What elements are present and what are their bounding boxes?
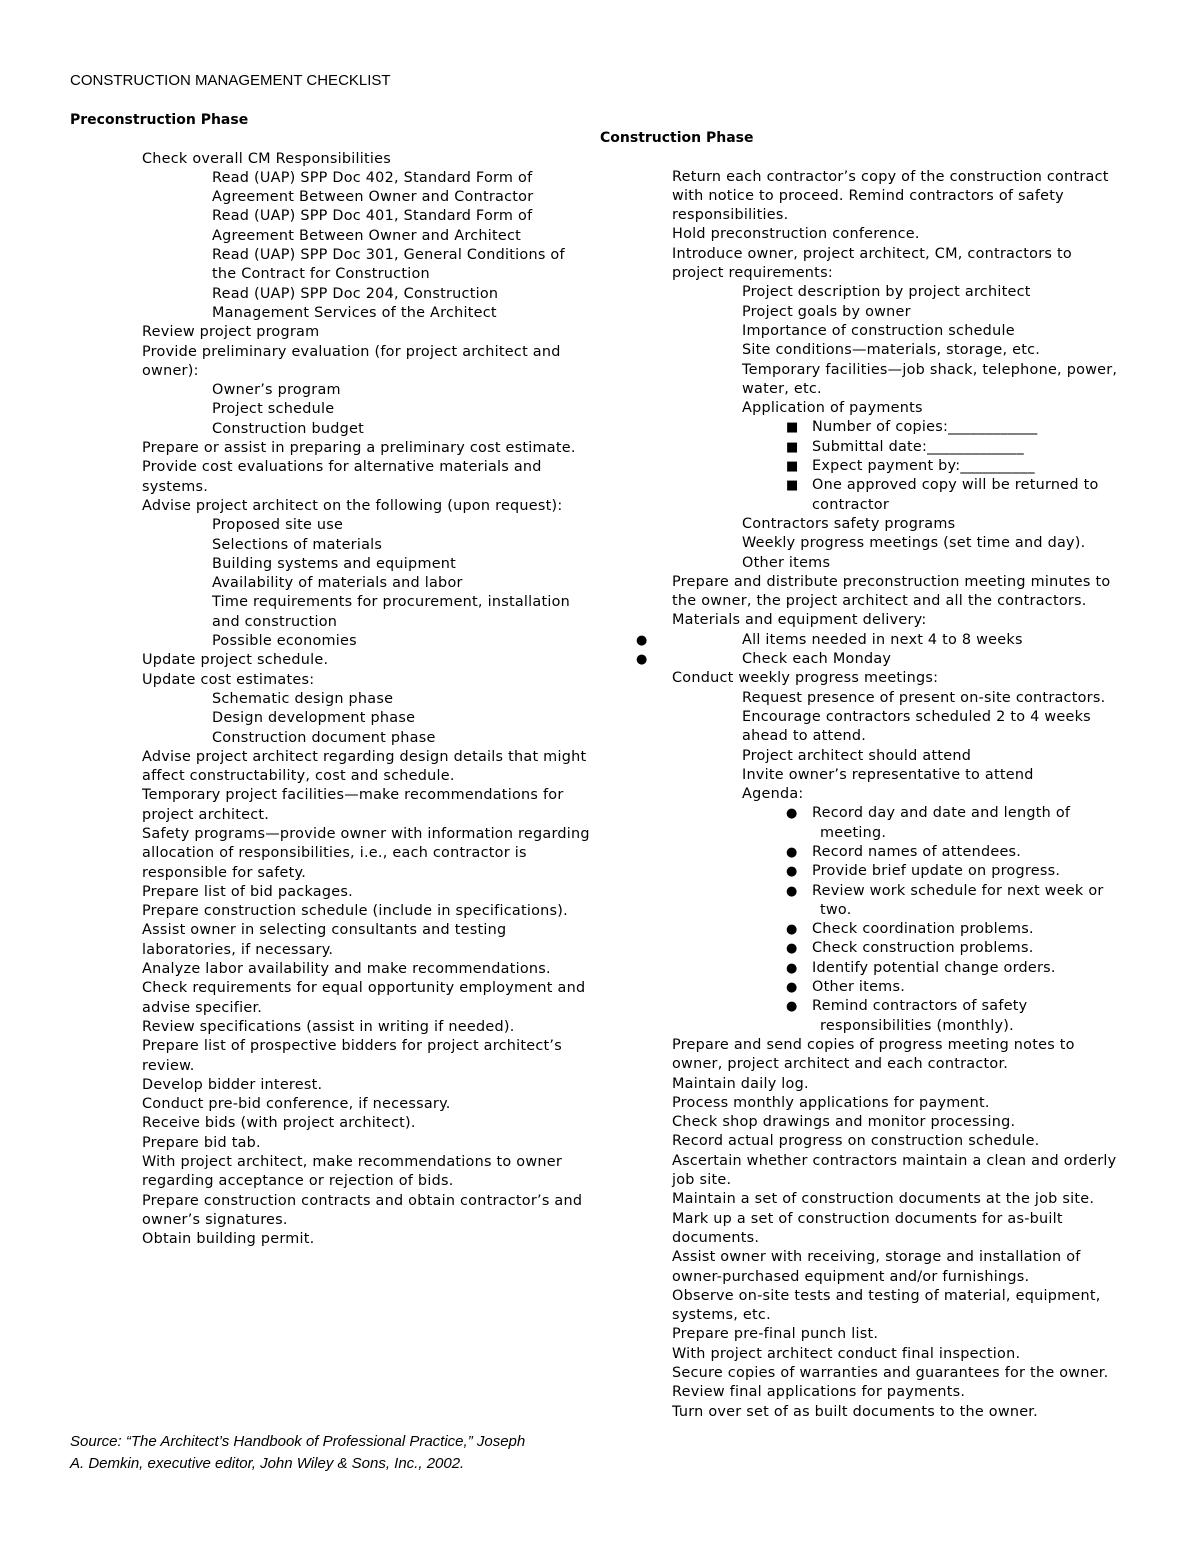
checklist-line (600, 1364, 1130, 1383)
checklist-line (70, 1192, 610, 1211)
checklist-line (600, 824, 1130, 843)
checklist-line-text: Check coordination problems. (812, 921, 1034, 938)
checklist-line-text: Prepare construction contracts and obtain contractor’s and (142, 1192, 583, 1209)
checklist-line (600, 1036, 1130, 1055)
checklist-line (600, 669, 1130, 688)
bullet-icon: ● (636, 652, 648, 668)
checklist-line (70, 343, 610, 362)
checklist-line (70, 362, 610, 381)
checklist-line-text: Request presence of present on-site contractors. (742, 689, 1106, 706)
checklist-line (600, 1171, 1130, 1190)
checklist-line (600, 187, 1130, 206)
checklist-line (70, 632, 610, 651)
checklist-line (600, 1287, 1130, 1306)
checklist-line (70, 864, 610, 883)
checklist-line-text: Update project schedule. (142, 652, 329, 669)
checklist-line (600, 1403, 1130, 1422)
checklist-line (600, 1094, 1130, 1113)
checklist-line (70, 1172, 610, 1191)
checklist-line (70, 960, 610, 979)
checklist-line (70, 400, 610, 419)
checklist-line (600, 939, 1130, 958)
checklist-line-text: Expect payment by:__________ (812, 458, 1035, 475)
bullet-icon: ● (786, 806, 798, 822)
checklist-line-text: Project schedule (212, 401, 335, 418)
checklist-line (70, 304, 610, 323)
checklist-line-text: responsibilities (monthly). (820, 1017, 1014, 1034)
checklist-line (70, 1037, 610, 1056)
checklist-line-text: Review work schedule for next week or (812, 882, 1104, 899)
checklist-line (70, 806, 610, 825)
checklist-line-text: Encourage contractors scheduled 2 to 4 weeks (742, 708, 1091, 725)
checklist-line-text: Building systems and equipment (212, 555, 457, 572)
checklist-line-text: and construction (212, 613, 338, 630)
checklist-line-text: Weekly progress meetings (set time and day). (742, 535, 1086, 552)
checklist-line-text: Receive bids (with project architect). (142, 1115, 416, 1132)
checklist-line-text: Maintain a set of construction documents at the job site. (672, 1191, 1095, 1208)
preconstruction-checklist (70, 150, 610, 1250)
checklist-line-text: Check overall CM Responsibilities (142, 150, 391, 167)
checklist-line-text: Number of copies:____________ (812, 419, 1038, 436)
checklist-line-text: documents. (672, 1229, 760, 1246)
checklist-line-text: Check shop drawings and monitor processing. (672, 1114, 1016, 1131)
checklist-line (70, 651, 610, 670)
checklist-line-text: Record actual progress on construction schedule. (672, 1133, 1040, 1150)
checklist-line (600, 225, 1130, 244)
checklist-line (70, 786, 610, 805)
checklist-line (600, 168, 1130, 187)
checklist-line (600, 361, 1130, 380)
checklist-line (600, 457, 1130, 476)
checklist-line (70, 285, 610, 304)
checklist-line (70, 497, 610, 516)
checklist-line-text: allocation of responsibilities, i.e., each contractor is (142, 845, 527, 862)
checklist-line (70, 825, 610, 844)
construction-heading: Construction Phase (600, 130, 754, 146)
checklist-line-text: Possible economies (212, 633, 357, 650)
checklist-line-text: contractor (812, 496, 889, 513)
checklist-line (70, 1114, 610, 1133)
checklist-line (600, 1190, 1130, 1209)
checklist-line (70, 729, 610, 748)
checklist-line (70, 902, 610, 921)
checklist-line (600, 1113, 1130, 1132)
checklist-line-text: Develop bidder interest. (142, 1076, 323, 1093)
checklist-line-text: Time requirements for procurement, installation (212, 594, 571, 611)
checklist-line-text: Advise project architect on the following (upon request): (142, 497, 563, 514)
checklist-line (70, 1018, 610, 1037)
checklist-line-text: Agreement Between Owner and Contractor (212, 189, 534, 206)
bullet-icon: ● (786, 844, 798, 860)
checklist-line (70, 323, 610, 342)
checklist-line-text: Temporary project facilities—make recommendations for (142, 787, 564, 804)
checklist-line (70, 381, 610, 400)
checklist-line (600, 341, 1130, 360)
checklist-line-text: affect constructability, cost and schedule. (142, 768, 455, 785)
checklist-line (70, 883, 610, 902)
checklist-line (600, 1017, 1130, 1036)
checklist-line-text: water, etc. (742, 380, 822, 397)
checklist-line-text: Secure copies of warranties and guarantees for the owner. (672, 1365, 1109, 1381)
checklist-line (70, 207, 610, 226)
checklist-line (600, 1383, 1130, 1402)
checklist-line-text: Conduct pre-bid conference, if necessary. (142, 1096, 451, 1113)
checklist-line-text: Conduct weekly progress meetings: (672, 670, 939, 687)
checklist-line (70, 671, 610, 690)
checklist-line-text: Materials and equipment delivery: (672, 612, 927, 629)
checklist-line-text: Invite owner’s representative to attend (742, 766, 1034, 783)
checklist-line (600, 1306, 1130, 1325)
checklist-line (70, 921, 610, 940)
checklist-line-text: Read (UAP) SPP Doc 401, Standard Form of (212, 208, 533, 225)
checklist-line-text: Safety programs—provide owner with information regarding (142, 825, 590, 842)
checklist-line-text: Availability of materials and labor (212, 575, 463, 592)
checklist-line (600, 727, 1130, 746)
bullet-icon: ● (786, 980, 798, 996)
checklist-line-text: Update cost estimates: (142, 671, 315, 688)
checklist-line-text: Project goals by owner (742, 303, 911, 320)
checklist-line-text: Maintain daily log. (672, 1075, 809, 1092)
checklist-line (600, 554, 1130, 573)
checklist-line-text: Provide cost evaluations for alternative materials and (142, 459, 542, 476)
checklist-line-text: Turn over set of as built documents to the owner. (672, 1403, 1038, 1420)
checklist-line-text: Site conditions—materials, storage, etc. (742, 342, 1041, 359)
square-bullet-icon: ■ (786, 439, 799, 455)
checklist-line-text: Identify potential change orders. (812, 959, 1056, 976)
checklist-line (600, 631, 1130, 650)
bullet-icon: ● (786, 941, 798, 957)
checklist-line-text: Proposed site use (212, 517, 344, 534)
construction-checklist (600, 168, 1130, 1422)
checklist-line (70, 188, 610, 207)
checklist-line (600, 206, 1130, 225)
checklist-line-text: Prepare construction schedule (include in specifications). (142, 903, 568, 920)
square-bullet-icon: ■ (786, 459, 799, 475)
checklist-line-text: meeting. (820, 824, 887, 841)
checklist-line (600, 785, 1130, 804)
checklist-line (70, 169, 610, 188)
checklist-line (70, 1211, 610, 1230)
checklist-line-text: Agreement Between Owner and Architect (212, 227, 522, 244)
checklist-line (70, 265, 610, 284)
checklist-line-text: with notice to proceed. Remind contractors of safety (672, 187, 1064, 204)
checklist-line-text: Schematic design phase (212, 690, 394, 707)
checklist-line (600, 1152, 1130, 1171)
checklist-line (600, 920, 1130, 939)
checklist-line-text: responsible for safety. (142, 864, 307, 881)
checklist-line-text: Obtain building permit. (142, 1231, 315, 1248)
checklist-line (70, 1230, 610, 1249)
checklist-line (600, 496, 1130, 515)
checklist-line-text: ahead to attend. (742, 728, 867, 745)
checklist-line (600, 264, 1130, 283)
checklist-line-text: Project description by project architect (742, 284, 1031, 301)
checklist-line-text: Design development phase (212, 710, 416, 727)
checklist-line-text: With project architect, make recommendations to owner (142, 1154, 563, 1171)
checklist-line-text: Application of payments (742, 400, 923, 417)
checklist-line-text: Read (UAP) SPP Doc 402, Standard Form of (212, 169, 533, 186)
checklist-line (600, 303, 1130, 322)
checklist-line-text: Read (UAP) SPP Doc 204, Construction (212, 285, 499, 302)
checklist-line (600, 766, 1130, 785)
checklist-line-text: owner-purchased equipment and/or furnishings. (672, 1268, 1030, 1285)
checklist-line-text: Provide preliminary evaluation (for project architect and (142, 343, 561, 360)
checklist-line (70, 748, 610, 767)
checklist-line-text: regarding acceptance or rejection of bids. (142, 1173, 454, 1190)
checklist-line-text: project requirements: (672, 265, 833, 282)
checklist-line (600, 1210, 1130, 1229)
checklist-line-text: owner, project architect and each contractor. (672, 1056, 1009, 1073)
checklist-line-text: Ascertain whether contractors maintain a clean and orderly (672, 1152, 1117, 1169)
checklist-line (600, 1132, 1130, 1151)
checklist-line-text: Observe on-site tests and testing of material, equipment, (672, 1287, 1101, 1304)
checklist-line (70, 478, 610, 497)
checklist-line (600, 438, 1130, 457)
checklist-line (70, 420, 610, 439)
checklist-line-text: Mark up a set of construction documents for as-built (672, 1210, 1063, 1227)
checklist-line-text: Record day and date and length of (812, 805, 1071, 822)
checklist-line (70, 690, 610, 709)
checklist-line-text: Check requirements for equal opportunity employment and (142, 980, 586, 997)
document-title: CONSTRUCTION MANAGEMENT CHECKLIST (70, 72, 391, 89)
checklist-line (70, 593, 610, 612)
checklist-line-text: Temporary facilities—job shack, telephone, power, (742, 361, 1118, 378)
checklist-line (70, 941, 610, 960)
checklist-line-text: Review specifications (assist in writing if needed). (142, 1018, 515, 1035)
checklist-line-text: advise specifier. (142, 999, 263, 1016)
checklist-line-text: Prepare list of prospective bidders for project architect’s (142, 1038, 562, 1055)
checklist-line (600, 747, 1130, 766)
checklist-line-text: Prepare and distribute preconstruction meeting minutes to (672, 573, 1111, 590)
checklist-line (600, 1075, 1130, 1094)
checklist-line (600, 322, 1130, 341)
checklist-line-text: Agenda: (742, 786, 804, 803)
checklist-line (600, 689, 1130, 708)
checklist-line-text: Other items (742, 554, 831, 571)
checklist-line (600, 611, 1130, 630)
source-citation (70, 1431, 630, 1475)
checklist-line (70, 1134, 610, 1153)
checklist-line-text: Prepare bid tab. (142, 1134, 261, 1151)
checklist-line-text: Contractors safety programs (742, 515, 956, 532)
checklist-line (70, 1153, 610, 1172)
bullet-icon: ● (786, 922, 798, 938)
checklist-line (70, 613, 610, 632)
checklist-line-text: Provide brief update on progress. (812, 863, 1061, 880)
checklist-line (600, 978, 1130, 997)
checklist-line-text: review. (142, 1057, 195, 1074)
bullet-icon: ● (786, 960, 798, 976)
checklist-line-text: Record names of attendees. (812, 843, 1022, 860)
checklist-line-text: responsibilities. (672, 207, 789, 224)
checklist-line-text: Construction document phase (212, 729, 436, 746)
checklist-line-text: systems. (142, 478, 209, 495)
checklist-line (600, 650, 1130, 669)
checklist-line (600, 245, 1130, 264)
checklist-line (600, 1325, 1130, 1344)
checklist-line-text: the owner, the project architect and all the contractors. (672, 593, 1087, 610)
checklist-line-text: Review project program (142, 324, 320, 341)
checklist-line (600, 1055, 1130, 1074)
checklist-line-text: systems, etc. (672, 1307, 771, 1324)
checklist-line (70, 536, 610, 555)
checklist-line (70, 709, 610, 728)
checklist-line-text: Remind contractors of safety (812, 998, 1028, 1015)
checklist-line (70, 574, 610, 593)
checklist-line-text: Prepare pre-final punch list. (672, 1326, 879, 1343)
checklist-line (70, 246, 610, 265)
checklist-line-text: Owner’s program (212, 382, 341, 399)
checklist-line-text: Read (UAP) SPP Doc 301, General Conditions of (212, 247, 565, 264)
checklist-line-text: Construction budget (212, 420, 364, 437)
square-bullet-icon: ■ (786, 420, 799, 436)
checklist-line-text: Prepare and send copies of progress meeting notes to (672, 1036, 1075, 1053)
checklist-line-text: the Contract for Construction (212, 266, 430, 283)
spacer (70, 130, 610, 149)
checklist-line (70, 439, 610, 458)
checklist-line (70, 555, 610, 574)
checklist-line (70, 767, 610, 786)
preconstruction-column (70, 111, 610, 1250)
checklist-line (600, 534, 1130, 553)
bullet-icon: ● (786, 999, 798, 1015)
checklist-line-text: Prepare or assist in preparing a preliminary cost estimate. (142, 440, 576, 457)
checklist-line-text: Submittal date:_____________ (812, 438, 1024, 455)
checklist-line (600, 997, 1130, 1016)
checklist-line-text: With project architect conduct final inspection. (672, 1345, 1021, 1362)
checklist-line (70, 516, 610, 535)
checklist-line-text: two. (820, 901, 852, 918)
checklist-line (600, 592, 1130, 611)
preconstruction-heading: Preconstruction Phase (70, 112, 249, 128)
checklist-line (600, 418, 1130, 437)
checklist-line-text: Prepare list of bid packages. (142, 883, 353, 900)
checklist-line (70, 999, 610, 1018)
checklist-line-text: Review final applications for payments. (672, 1384, 966, 1401)
checklist-line-text: Management Services of the Architect (212, 304, 497, 321)
checklist-line-text: Return each contractor’s copy of the construction contract (672, 168, 1109, 185)
checklist-line (70, 458, 610, 477)
checklist-line-text: Selections of materials (212, 536, 383, 553)
checklist-line (600, 882, 1130, 901)
checklist-line-text: All items needed in next 4 to 8 weeks (742, 631, 1023, 648)
checklist-line (600, 1229, 1130, 1248)
bullet-icon: ● (786, 883, 798, 899)
checklist-line-text: Advise project architect regarding design details that might (142, 748, 587, 765)
checklist-line (600, 1268, 1130, 1287)
square-bullet-icon: ■ (786, 478, 799, 494)
checklist-line (70, 979, 610, 998)
checklist-line-text: Other items. (812, 979, 906, 996)
checklist-line-text: Check construction problems. (812, 940, 1034, 957)
bullet-icon: ● (786, 864, 798, 880)
checklist-line (600, 283, 1130, 302)
checklist-line-text: Introduce owner, project architect, CM, contractors to (672, 245, 1072, 262)
checklist-line (600, 959, 1130, 978)
bullet-icon: ● (636, 632, 648, 648)
checklist-line-text: One approved copy will be returned to (812, 477, 1099, 494)
checklist-line (600, 380, 1130, 399)
checklist-line-text: owner): (142, 362, 199, 379)
construction-column (600, 129, 1130, 1422)
checklist-line (600, 708, 1130, 727)
checklist-line-text: Project architect should attend (742, 747, 972, 764)
checklist-line (600, 515, 1130, 534)
checklist-line (600, 901, 1130, 920)
checklist-line (70, 844, 610, 863)
checklist-line (600, 804, 1130, 823)
checklist-line-text: owner’s signatures. (142, 1211, 288, 1228)
checklist-line (600, 399, 1130, 418)
checklist-line (600, 862, 1130, 881)
checklist-line (600, 476, 1130, 495)
checklist-line-text: laboratories, if necessary. (142, 941, 334, 958)
checklist-line (70, 227, 610, 246)
checklist-line (70, 1076, 610, 1095)
source-line-2: A. Demkin, executive editor, John Wiley & Sons, Inc., 2002. (70, 1455, 465, 1472)
checklist-line-text: Analyze labor availability and make recommendations. (142, 961, 551, 978)
checklist-line (600, 843, 1130, 862)
checklist-line-text: job site. (672, 1172, 732, 1189)
checklist-line (70, 1095, 610, 1114)
checklist-line (600, 1345, 1130, 1364)
checklist-line-text: Importance of construction schedule (742, 322, 1015, 339)
checklist-line-text: Hold preconstruction conference. (672, 226, 920, 243)
checklist-line-text: project architect. (142, 806, 270, 823)
checklist-line (600, 573, 1130, 592)
checklist-line (70, 150, 610, 169)
checklist-line (70, 1057, 610, 1076)
checklist-line (600, 1248, 1130, 1267)
checklist-line-text: Assist owner with receiving, storage and installation of (672, 1249, 1081, 1266)
checklist-line-text: Assist owner in selecting consultants and testing (142, 922, 507, 939)
source-line-1: Source: “The Architect’s Handbook of Professional Practice,” Joseph (70, 1433, 526, 1450)
checklist-line-text: Check each Monday (742, 651, 892, 668)
checklist-line-text: Process monthly applications for payment. (672, 1094, 990, 1111)
spacer (600, 148, 1130, 167)
